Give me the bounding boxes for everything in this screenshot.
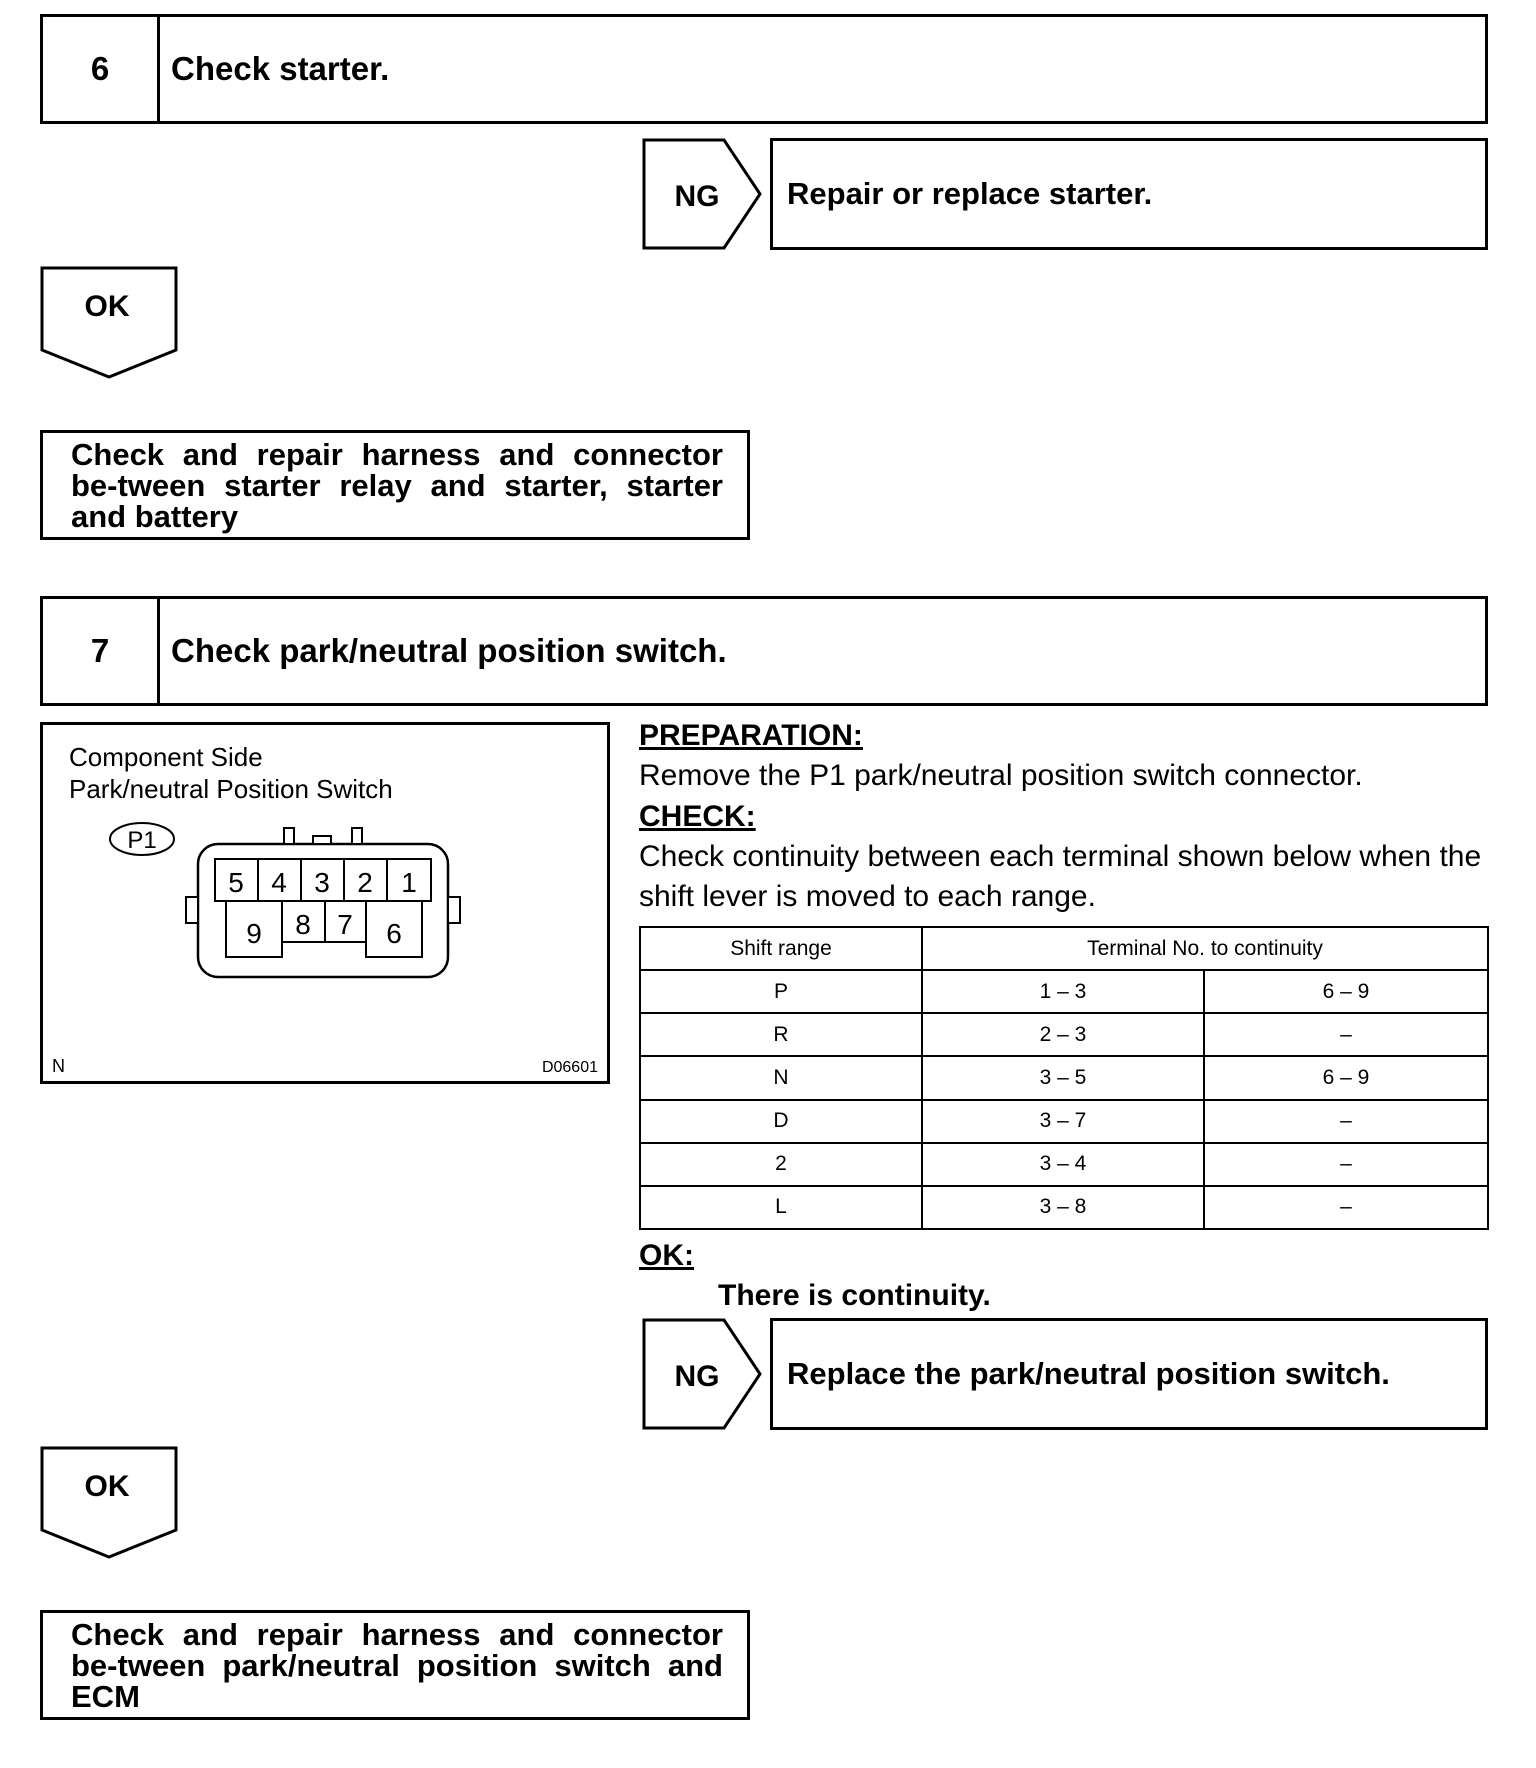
terminal-cell: –: [1204, 1186, 1488, 1229]
pin-4: 4: [271, 867, 287, 898]
diagram-label-component-side: Component Side: [69, 742, 263, 772]
step-title: Check park/neutral position switch.: [171, 632, 727, 669]
pin-6: 6: [386, 918, 402, 949]
diagram-label-switch: Park/neutral Position Switch: [69, 774, 393, 804]
ng-action-6: [770, 138, 1488, 250]
diagram-corner-left: N: [52, 1056, 65, 1076]
preparation-text: Remove the P1 park/neutral position switch connector.: [639, 759, 1363, 792]
terminal-cell: 3 – 5: [922, 1056, 1204, 1099]
ok-action-7: Check and repair harness and connector be-tween park/neutral position switch and ECM: [40, 1610, 750, 1720]
connector-id: P1: [127, 827, 157, 854]
ng-label: NG: [674, 180, 720, 213]
preparation-heading: PREPARATION:: [639, 719, 863, 752]
terminal-cell: 2 – 3: [922, 1013, 1204, 1056]
range-cell: R: [640, 1013, 922, 1056]
ng-arrow-6: [642, 138, 762, 250]
ok-action-6: Check and repair harness and connector be-tween starter relay and starter, starter and battery: [40, 430, 750, 540]
terminal-cell: 3 – 4: [922, 1143, 1204, 1186]
range-cell: N: [640, 1056, 922, 1099]
ok-heading: OK:: [639, 1239, 694, 1272]
check-text: Check continuity between each terminal shown below when the shift lever is moved to each range.: [639, 840, 1482, 913]
terminal-cell: 3 – 7: [922, 1100, 1204, 1143]
pin-2: 2: [357, 867, 373, 898]
step-title: Check starter.: [171, 50, 390, 87]
check-heading: CHECK:: [639, 800, 756, 833]
terminal-cell: –: [1204, 1013, 1488, 1056]
terminal-cell: –: [1204, 1143, 1488, 1186]
table-row: [640, 1143, 1488, 1186]
pin-1: 1: [401, 867, 417, 898]
header-terminal: Terminal No. to continuity: [922, 927, 1488, 970]
header-shift-range: Shift range: [640, 927, 922, 970]
pin-8: 8: [295, 909, 311, 940]
terminal-cell: 6 – 9: [1204, 1056, 1488, 1099]
step-7-header: [40, 596, 1488, 706]
ng-arrow-7: [642, 1318, 762, 1430]
ng-action-7: [770, 1318, 1488, 1430]
ok-arrow-6: [40, 266, 178, 380]
ng-label: NG: [674, 1360, 720, 1393]
diagram-code: D06601: [541, 1059, 598, 1076]
step-6-header: [40, 14, 1488, 124]
ng-action-text: Repair or replace starter.: [787, 176, 1153, 211]
table-row: [640, 1186, 1488, 1229]
pin-3: 3: [314, 867, 330, 898]
range-cell: D: [640, 1100, 922, 1143]
terminal-cell: –: [1204, 1100, 1488, 1143]
ok-text: There is continuity.: [718, 1279, 991, 1312]
ok-label: OK: [84, 1470, 130, 1503]
terminal-cell: 3 – 8: [922, 1186, 1204, 1229]
ok-arrow-7: [40, 1446, 178, 1560]
table-row: [640, 970, 1488, 1013]
terminal-cell: 6 – 9: [1204, 970, 1488, 1013]
step-number: 6: [43, 17, 160, 121]
range-cell: 2: [640, 1143, 922, 1186]
range-cell: P: [640, 970, 922, 1013]
connector-diagram: [40, 722, 610, 1084]
table-row: [640, 1056, 1488, 1099]
range-cell: L: [640, 1186, 922, 1229]
ng-action-text: Replace the park/neutral position switch.: [787, 1356, 1390, 1391]
table-row: [640, 1013, 1488, 1056]
ok-label: OK: [84, 290, 130, 323]
pin-5: 5: [228, 867, 244, 898]
step-number: 7: [43, 599, 160, 703]
continuity-table: [639, 926, 1489, 1230]
pin-9: 9: [246, 918, 262, 949]
table-row: [640, 1100, 1488, 1143]
table-header-row: [640, 927, 1488, 970]
pin-7: 7: [337, 909, 353, 940]
terminal-cell: 1 – 3: [922, 970, 1204, 1013]
